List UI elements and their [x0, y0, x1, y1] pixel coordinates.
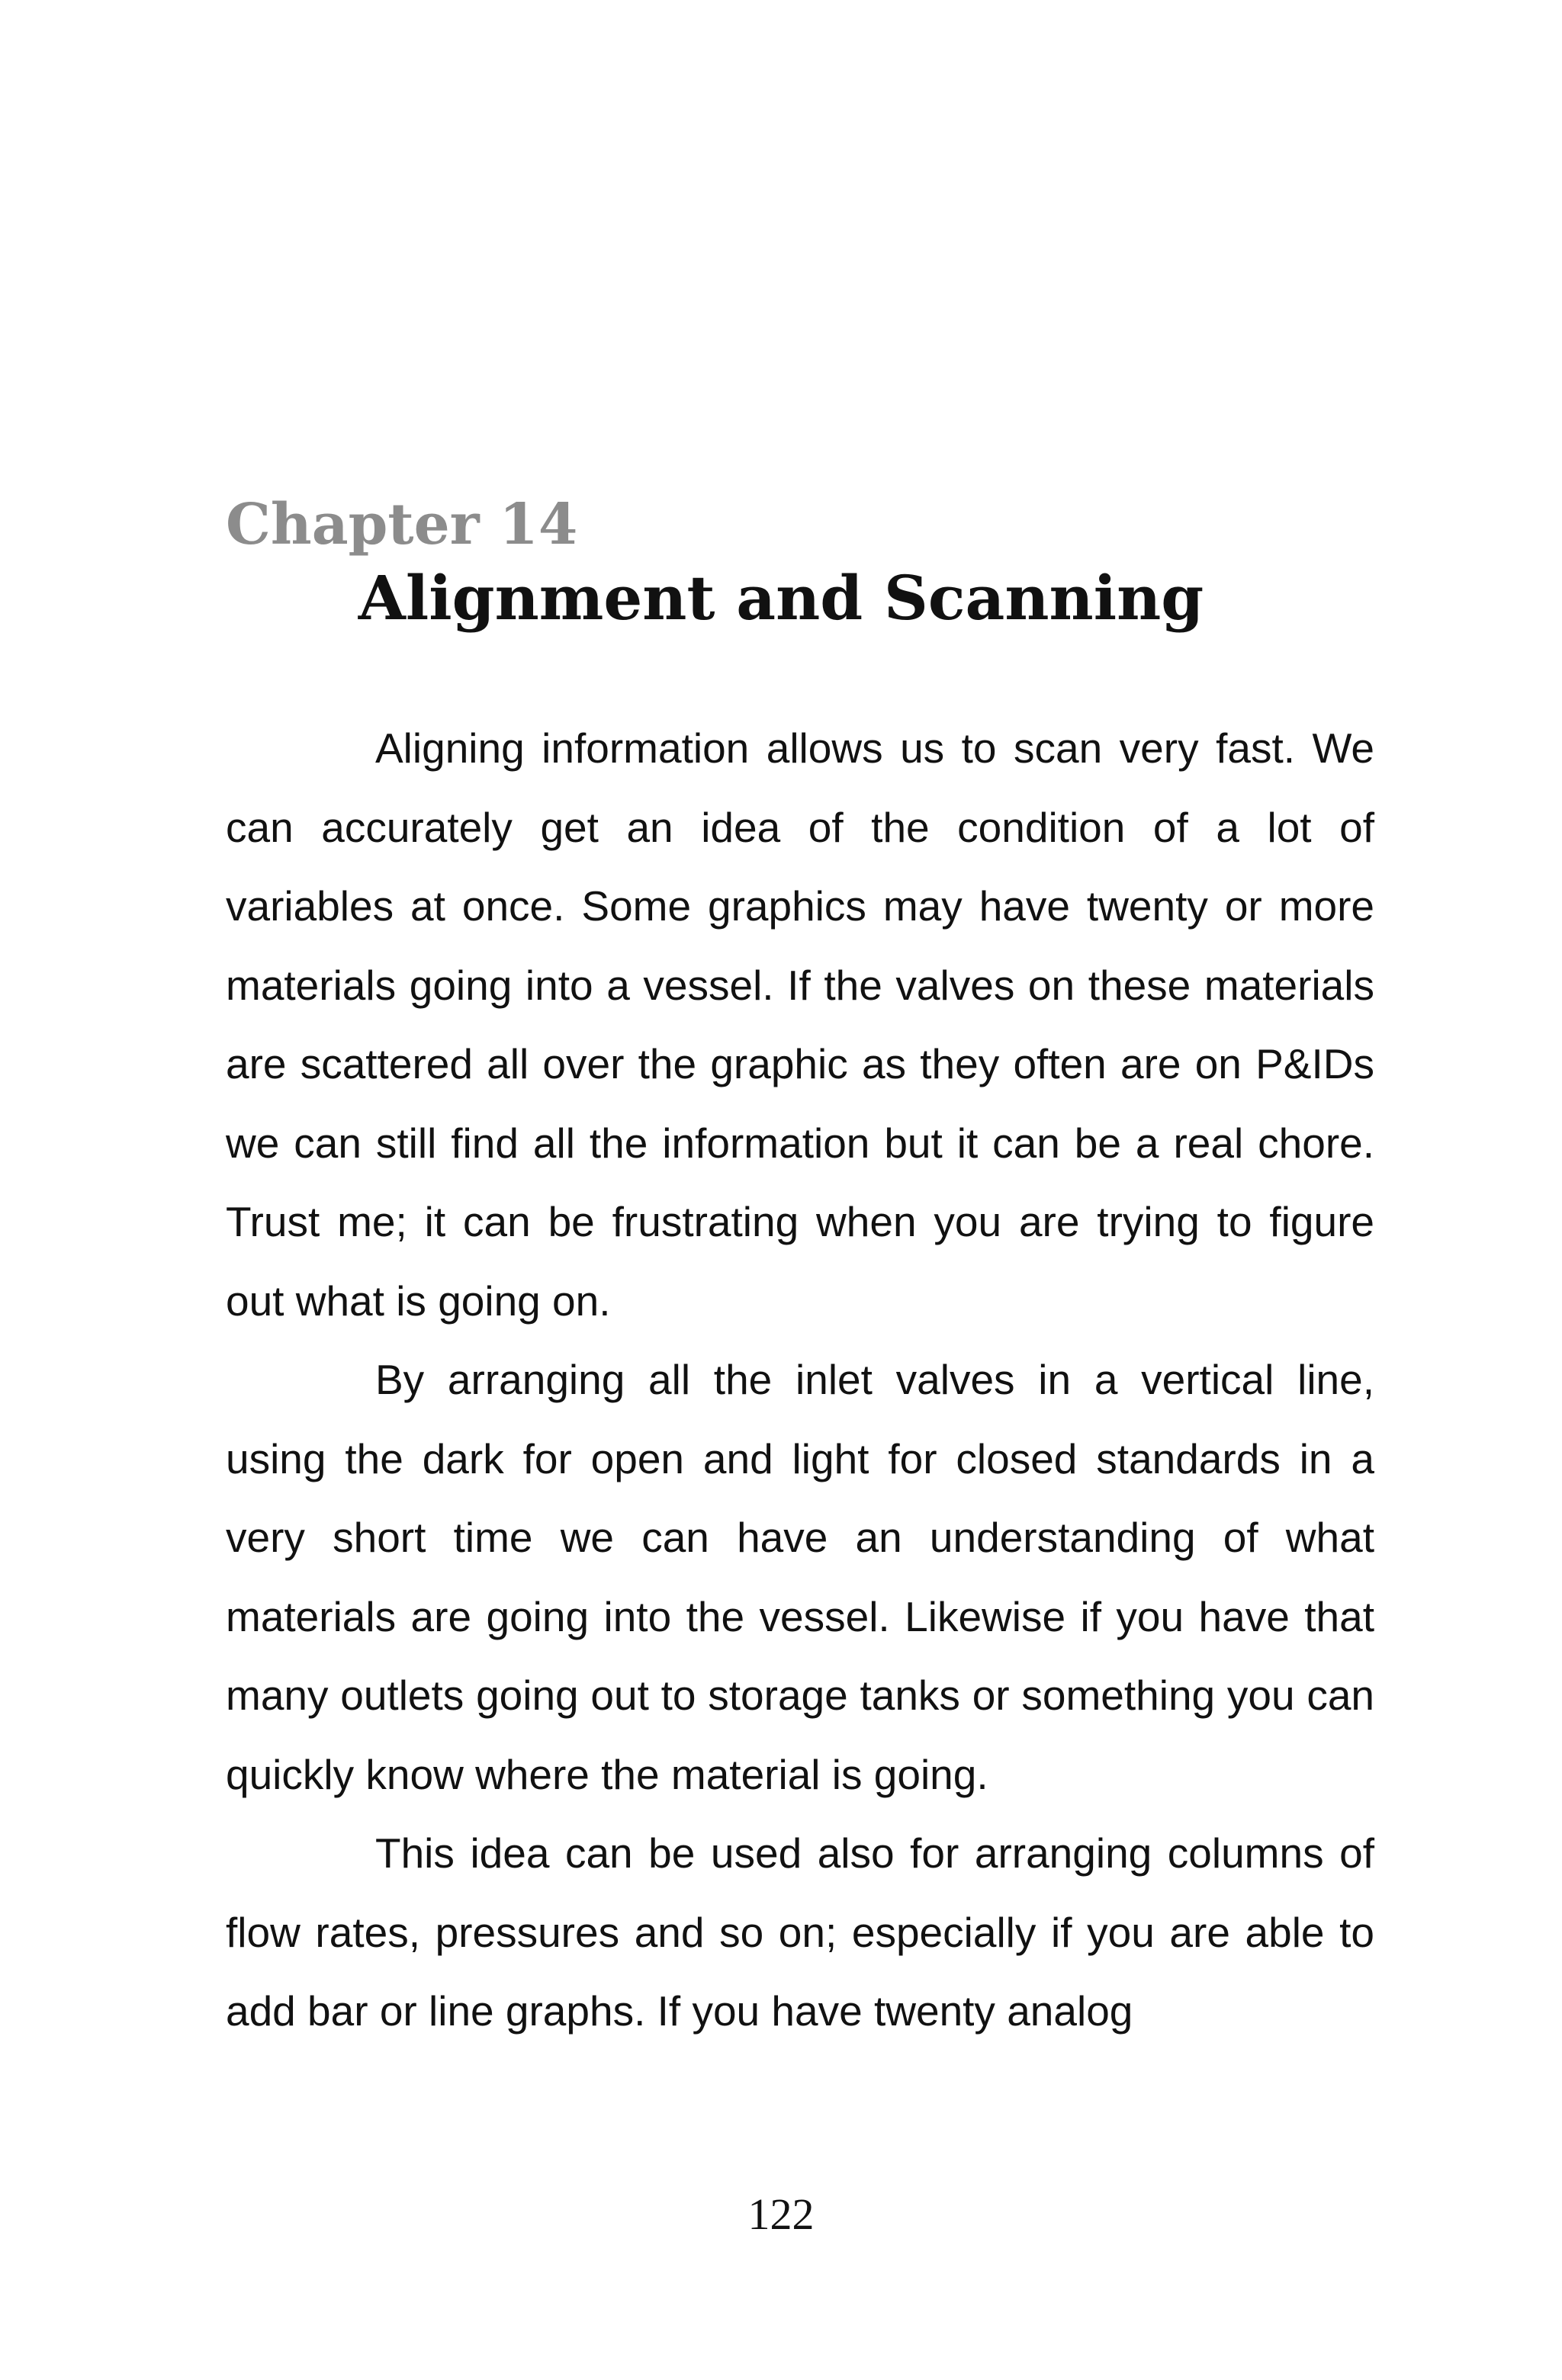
paragraph: Aligning information allows us to scan very fast. We can accurately get an idea of the condition of a lot of variables at once. Some graphics may have twenty or more materials going into a vessel. If the valves on these materials are scattered all over the graphic as they often are on P&IDs we can still find all the information but it can be a real chore. Trust me; it can be frustrating when you are trying to figure out what is going on. — [226, 724, 1374, 1325]
page-number: 122 — [747, 2189, 815, 2239]
paragraph: By arranging all the inlet valves in a vertical line, using the dark for open and light for closed standards in a very short time we can have an understanding of what materials are going into the vessel. Likewise if you have that many outlets going out to storage tanks or something you can quickly know where the material is going. — [226, 1356, 1374, 1798]
paragraph: This idea can be used also for arranging columns of flow rates, pressures and so on; especially if you are able to add bar or line graphs. If you have twenty analog — [226, 1829, 1374, 2035]
body-text — [226, 709, 1374, 2051]
chapter-title: Alignment and Scanning — [358, 562, 1204, 634]
chapter-number: Chapter 14 — [226, 492, 578, 557]
